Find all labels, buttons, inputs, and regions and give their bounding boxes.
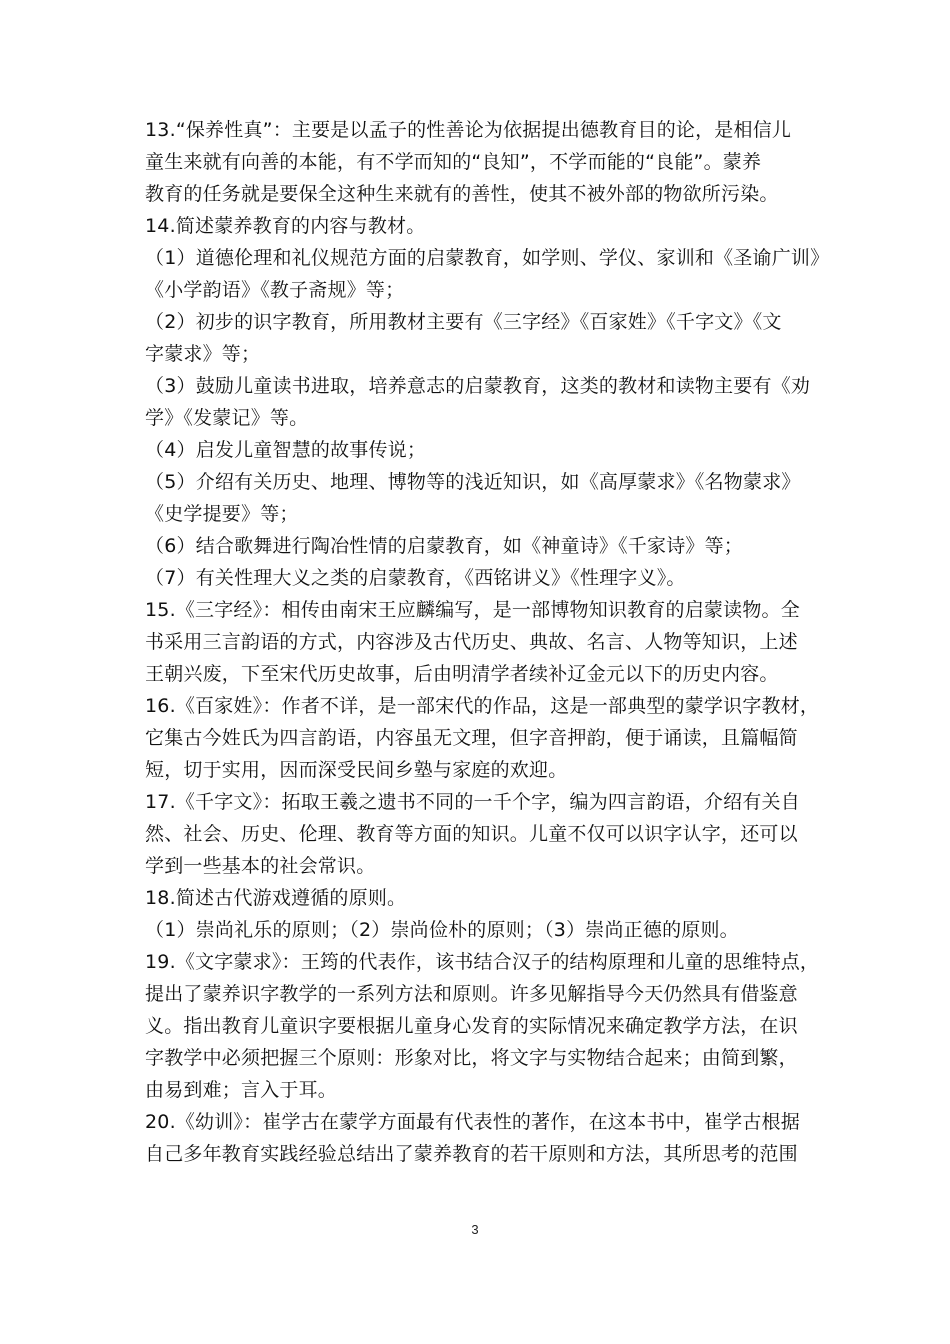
text-line: （3）鼓励儿童读书进取，培养意志的启蒙教育，这类的教材和读物主要有《劝 <box>145 375 811 397</box>
text-line: （2）初步的识字教育，所用教材主要有《三字经》《百家姓》《千字文》《文 <box>145 311 782 333</box>
text-line: 短，切于实用，因而深受民间乡塾与家庭的欢迎。 <box>145 759 568 781</box>
text-line: （6）结合歌舞进行陶冶性情的启蒙教育，如《神童诗》《千家诗》等； <box>145 535 743 557</box>
page-number: 3 <box>471 1222 479 1237</box>
text-line: 17.《千字文》：拓取王羲之遗书不同的一千个字，编为四言韵语，介绍有关自 <box>145 791 800 813</box>
text-line: 13.“保养性真”：主要是以孟子的性善论为依据提出德教育目的论，是相信儿 <box>145 119 792 141</box>
document-body <box>145 114 830 1170</box>
text-line: 教育的任务就是要保全这种生来就有的善性，使其不被外部的物欲所污染。 <box>145 183 779 205</box>
text-line: 提出了蒙养识字教学的一系列方法和原则。许多见解指导今天仍然具有借鉴意 <box>145 983 798 1005</box>
text-line: 19.《文字蒙求》：王筠的代表作，该书结合汉子的结构原理和儿童的思维特点， <box>145 951 820 973</box>
text-line: （1）崇尚礼乐的原则；（2）崇尚俭朴的原则；（3）崇尚正德的原则。 <box>145 919 739 941</box>
text-line: 20.《幼训》：崔学古在蒙学方面最有代表性的著作，在这本书中，崔学古根据 <box>145 1111 800 1133</box>
text-line: 16.《百家姓》：作者不详，是一部宋代的作品，这是一部典型的蒙学识字教材， <box>145 695 820 717</box>
text-line: 它集古今姓氏为四言韵语，内容虽无文理，但字音押韵，便于诵读，且篇幅简 <box>145 727 798 749</box>
text-line: （5）介绍有关历史、地理、博物等的浅近知识，如《高厚蒙求》《名物蒙求》 <box>145 471 801 493</box>
text-line: （1）道德伦理和礼仪规范方面的启蒙教育，如学则、学仪、家训和《圣谕广训》 <box>145 247 830 269</box>
text-line: 义。指出教育儿童识字要根据儿童身心发育的实际情况来确定教学方法，在识 <box>145 1015 798 1037</box>
text-line: 自己多年教育实践经验总结出了蒙养教育的若干原则和方法，其所思考的范围 <box>145 1143 798 1165</box>
text-line: 《小学韵语》《教子斋规》等； <box>145 279 405 301</box>
text-line: 童生来就有向善的本能，有不学而知的“良知”，不学而能的“良能”。蒙养 <box>145 151 762 173</box>
text-line: 然、社会、历史、伦理、教育等方面的知识。儿童不仅可以识字认字，还可以 <box>145 823 798 845</box>
text-line: 学到一些基本的社会常识。 <box>145 855 376 877</box>
text-line: （7）有关性理大义之类的启蒙教育，《西铭讲义》《性理字义》。 <box>145 567 686 589</box>
text-line: 书采用三言韵语的方式，内容涉及古代历史、典故、名言、人物等知识，上述 <box>145 631 798 653</box>
text-line: 字教学中必须把握三个原则：形象对比，将文字与实物结合起来；由简到繁， <box>145 1047 798 1069</box>
text-line: （4）启发儿童智慧的故事传说； <box>145 439 427 461</box>
text-line: 由易到难；言入于耳。 <box>145 1079 338 1101</box>
text-line: 18.简述古代游戏遵循的原则。 <box>145 887 407 909</box>
text-line: 学》《发蒙记》等。 <box>145 407 309 429</box>
text-line: 《史学提要》等； <box>145 503 299 525</box>
text-line: 14.简述蒙养教育的内容与教材。 <box>145 215 426 237</box>
text-line: 字蒙求》等； <box>145 343 261 365</box>
text-line: 王朝兴废，下至宋代历史故事，后由明清学者续补辽金元以下的历史内容。 <box>145 663 779 685</box>
text-line: 15.《三字经》：相传由南宋王应麟编写，是一部博物知识教育的启蒙读物。全 <box>145 599 800 621</box>
